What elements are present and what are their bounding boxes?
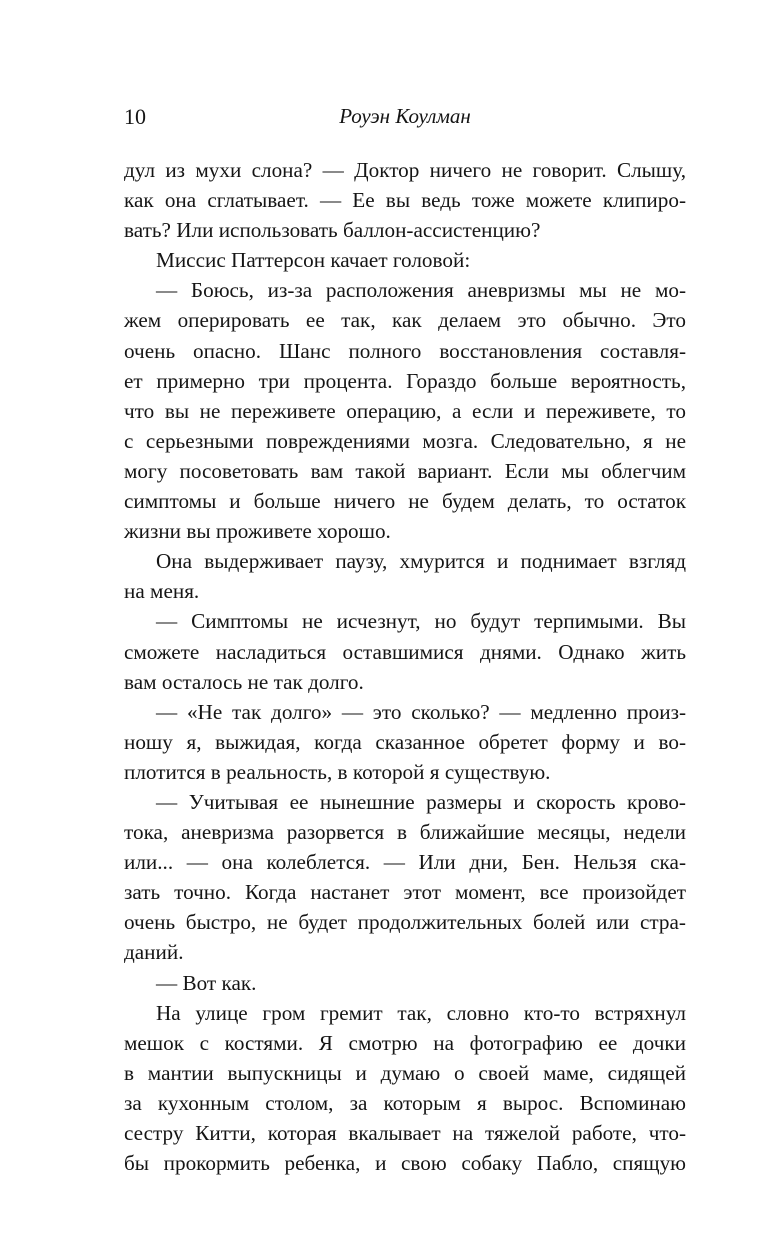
text-line: очень быстро, не будет продолжительных болей или стра- [124, 910, 686, 935]
text-line: — Симптомы не исчезнут, но будут терпимыми. Вы [156, 609, 686, 634]
running-head-author: Роуэн Коулман [339, 104, 471, 128]
text-line: даний. [124, 940, 184, 965]
text-line: что вы не переживете операцию, а если и переживете, то [124, 398, 686, 423]
text-line: вать? Или использовать баллон-ассистенцию? [124, 218, 541, 243]
text-line: Миссис Паттерсон качает головой: [156, 248, 471, 273]
text-line: вам осталось не так долго. [124, 669, 364, 694]
page-number: 10 [124, 104, 146, 129]
text-line: как она сглатывает. — Ее вы ведь тоже можете клипиро- [124, 188, 686, 213]
text-line: за кухонным столом, за которым я вырос. Вспоминаю [124, 1090, 686, 1115]
text-line: плотится в реальность, в которой я существую. [124, 759, 551, 784]
text-line: могу посоветовать вам такой вариант. Если мы облегчим [124, 458, 686, 483]
text-line: жизни вы проживете хорошо. [124, 519, 391, 544]
text-line: сможете насладиться оставшимися днями. Однако жить [124, 639, 686, 664]
text-line: — «Не так долго» — это сколько? — медленно произ- [156, 699, 686, 724]
text-line: на меня. [124, 579, 200, 604]
text-line: жем оперировать ее так, как делаем это обычно. Это [124, 308, 686, 333]
text-line: — Вот как. [156, 970, 257, 995]
text-line: На улице гром гремит так, словно кто-то встряхнул [156, 1000, 686, 1025]
text-line: ношу я, выжидая, когда сказанное обретет форму и во- [124, 729, 686, 754]
text-line: — Боюсь, из-за расположения аневризмы мы не мо- [156, 278, 686, 303]
text-line: дул из мухи слона? — Доктор ничего не говорит. Слышу, [124, 158, 686, 182]
text-line: в мантии выпускницы и думаю о своей маме, сидящей [124, 1060, 686, 1085]
text-line: или... — она колеблется. — Или дни, Бен. Нельзя ска- [124, 850, 686, 875]
text-line: бы прокормить ребенка, и свою собаку Пабло, спящую [124, 1151, 686, 1176]
text-line: симптомы и больше ничего не будем делать, то остаток [124, 489, 686, 514]
text-line: ет примерно три процента. Гораздо больше вероятность, [124, 368, 686, 393]
text-line: мешок с костями. Я смотрю на фотографию ее дочки [124, 1030, 686, 1055]
text-line: зать точно. Когда настанет этот момент, все произойдет [124, 880, 686, 905]
body-text [124, 155, 686, 1178]
text-line: — Учитывая ее нынешние размеры и скорость крово- [156, 789, 686, 814]
text-line: очень опасно. Шанс полного восстановления составля- [124, 338, 686, 363]
page-header [124, 100, 686, 140]
text-line: Она выдерживает паузу, хмурится и поднимает взгляд [156, 549, 686, 574]
text-line: с серьезными повреждениями мозга. Следовательно, я не [124, 428, 686, 453]
book-page [124, 100, 686, 1178]
text-line: тока, аневризма разорвется в ближайшие месяцы, недели [124, 820, 686, 845]
text-line: сестру Китти, которая вкалывает на тяжелой работе, что- [124, 1121, 686, 1145]
